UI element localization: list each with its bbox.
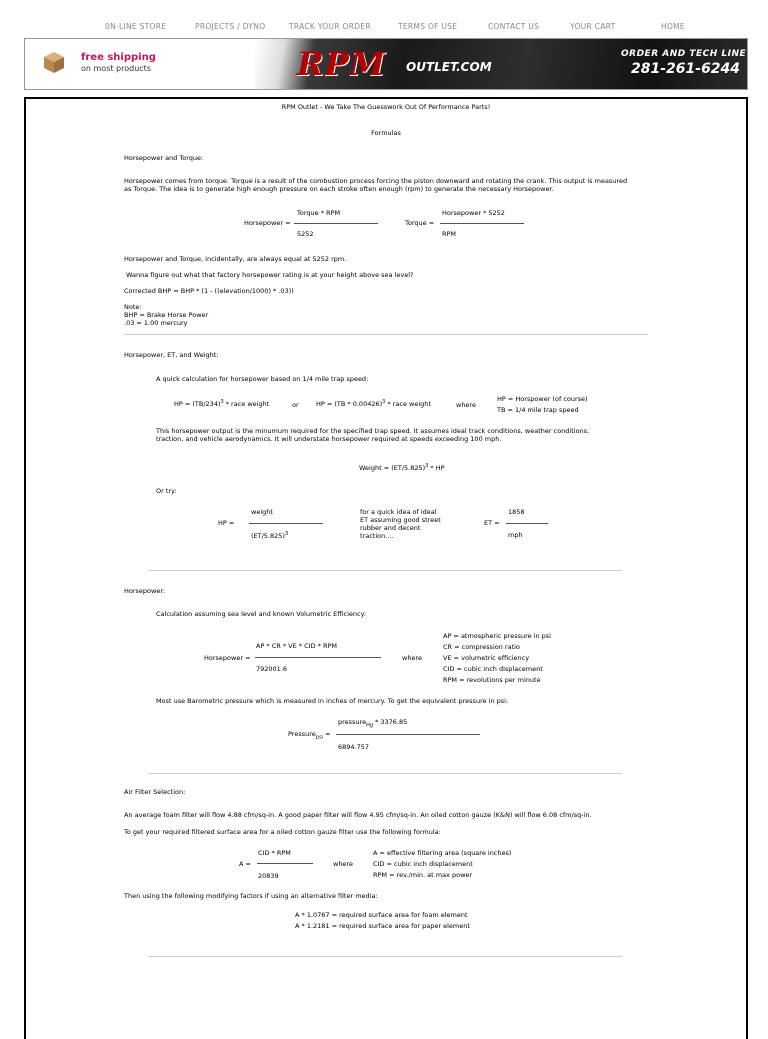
free-shipping-text: free shipping (81, 52, 156, 63)
description-line: rubber and decent (360, 524, 421, 532)
formula-hp-trap-alt: HP = (TB * 0.00426)$^3$ * race weight (316, 399, 431, 409)
definition: TB = 1/4 mile trap speed (497, 406, 579, 414)
formula-lhs: Horsepower = (204, 654, 251, 662)
nav-contact[interactable]: CONTACT US (488, 22, 540, 31)
or-label: or (292, 401, 299, 409)
modifying-factor: A * 1.0767 = required surface area for foam element (295, 911, 468, 919)
formulas-content (24, 97, 748, 1039)
paragraph: traction, and vehicle aerodynamics. It will understate horsepower required at speeds exceeding 100 mph. (156, 435, 502, 443)
formula-lhs: Horsepower = (244, 219, 291, 227)
section-heading-hp-torque: Horsepower and Torque: (124, 154, 204, 162)
formula-denominator: RPM (442, 230, 457, 238)
formula-denominator: 20839 (258, 872, 279, 880)
free-shipping-promo[interactable] (25, 39, 255, 89)
formula-denominator: $(ET/5.825)^3$ (251, 531, 289, 541)
weight-formula: Weight = $(ET/5.825)^3$ * HP (359, 463, 445, 473)
page-title: Formulas (371, 129, 401, 137)
formula-numerator: Horsepower * 5252 (442, 209, 505, 217)
phone-number: 281-261-6244 (631, 61, 741, 77)
definition: CR = compression ratio (443, 643, 520, 651)
where-label: where (402, 654, 422, 662)
nav-home[interactable]: HOME (661, 22, 685, 31)
section-heading-horsepower: Horsepower: (124, 587, 166, 595)
paragraph: A quick calculation for horsepower based on 1/4 mile trap speed: (156, 375, 369, 383)
definition: CID = cubic inch displacement (373, 860, 473, 868)
where-label: where (456, 401, 476, 409)
paragraph: Horsepower comes from torque. Torque is a result of the combustion process forcing the piston downward and rotating the crank. This output is measured (124, 177, 628, 185)
paragraph: Wanna figure out what that factory horsepower rating is at your height above sea level? (126, 271, 414, 279)
formula-denominator: 6894.757 (338, 743, 370, 751)
tagline: RPM Outlet - We Take The Guesswork Out Of Performance Parts! (281, 103, 491, 111)
fraction-bar (249, 523, 323, 524)
divider (148, 773, 622, 774)
fraction-bar (257, 863, 313, 864)
formula-lhs: Torque = (405, 219, 435, 227)
formula-denominator: 5252 (297, 230, 314, 238)
outlet-logo: OUTLET.COM (406, 60, 492, 74)
formula-numerator: weight (251, 508, 273, 516)
definition: A = effective filtering area (square inches) (373, 849, 512, 857)
paragraph: To get your required filtered surface area for a oiled cotton gauze filter use the following formula: (124, 828, 441, 836)
formula-lhs: HP = (218, 519, 235, 527)
formula-denominator: 792001.6 (256, 665, 288, 673)
fraction-bar (440, 223, 524, 224)
formula-lhs: A = (239, 860, 251, 868)
section-heading-air-filter: Air Filter Selection: (124, 788, 186, 796)
note-line: .03 = 1.00 mercury (124, 319, 188, 327)
note-line: BHP = Brake Horse Power (124, 311, 209, 319)
definition: RPM = rev./min. at max power (373, 871, 473, 879)
formula-denominator: mph (508, 531, 523, 539)
rpm-logo[interactable]: RPM (297, 45, 387, 83)
divider (148, 956, 622, 957)
order-tech-line-label: ORDER AND TECH LINE (621, 49, 747, 59)
definition: VE = volumetric efficiency (443, 654, 530, 662)
formula-numerator: AP * CR * VE * CID * RPM (256, 642, 338, 650)
divider (148, 570, 622, 571)
paragraph: Most use Barometric pressure which is measured in inches of mercury. To get the equivalent pressure in psi: (156, 697, 509, 705)
nav-projects-dyno[interactable]: PROJECTS / DYNO (195, 22, 266, 31)
nav-terms[interactable]: TERMS OF USE (398, 22, 458, 31)
paragraph: Then using the following modifying factors if using an alternative filter media: (124, 892, 378, 900)
header-banner[interactable] (24, 38, 748, 90)
formula-numerator: CID * RPM (258, 849, 291, 857)
fraction-bar (336, 734, 480, 735)
definition: RPM = revolutions per minute (443, 676, 541, 684)
most-products-text: on most products (81, 64, 151, 73)
definition: CID = cubic inch displacement (443, 665, 543, 673)
definition: AP = atmospheric pressure in psi (443, 632, 551, 640)
fraction-bar (255, 657, 381, 658)
formula-lhs: ET = (484, 519, 500, 527)
description-line: traction.... (360, 532, 394, 540)
formula-hp-trap: HP = $(TB/234)^3$ * race weight (174, 399, 270, 409)
formula-numerator: pressure$_{Hg}$ * 3376.85 (338, 718, 408, 729)
paragraph: This horsepower output is the minumum required for the specified trap speed. It assumes ideal track conditions, weather conditions, (156, 427, 590, 435)
paragraph: as Torque. The idea is to generate high enough pressure on each stroke often enough (rpm) to generate the necessary Horsepower. (124, 185, 554, 193)
description-line: ET assuming good street (360, 516, 441, 524)
section-heading-hp-et-weight: Horsepower, ET, and Weight: (124, 351, 219, 359)
corrected-bhp-formula: Corrected BHP = BHP * (1 - ((elevation/1000) * .03)) (124, 287, 294, 295)
where-label: where (333, 860, 353, 868)
nav-track-order[interactable]: TRACK YOUR ORDER (289, 22, 371, 31)
note-label: Note: (124, 303, 142, 311)
paragraph: Calculation assuming sea level and known Volumetric Efficiency: (156, 610, 367, 618)
formula-numerator: 1858 (508, 508, 525, 516)
nav-online-store[interactable]: 0N-LINE STORE (105, 22, 167, 31)
or-try-label: Or try: (156, 487, 177, 495)
shipping-box-icon (41, 49, 67, 75)
nav-cart[interactable]: YOUR CART (570, 22, 616, 31)
fraction-bar (506, 523, 548, 524)
formula-lhs: Pressure$_{psi}$ = (288, 730, 331, 741)
description-line: for a quick idea of ideal (360, 508, 437, 516)
paragraph: An average foam filter will flow 4.88 cfm/sq-in. A good paper filter will flow 4.95 cfm/sq-in. An oiled cotton gauze (K&N) will flow 6.08 cfm/sq-in. (124, 811, 592, 819)
formula-numerator: Torque * RPM (297, 209, 341, 217)
paragraph: Horsepower and Torque, incidentally, are always equal at 5252 rpm. (124, 255, 347, 263)
divider (124, 334, 648, 335)
modifying-factor: A * 1.2181 = required surface area for paper element (295, 922, 470, 930)
top-nav (0, 22, 768, 38)
fraction-bar (294, 223, 378, 224)
definition: HP = Horspower (of course) (497, 395, 588, 403)
